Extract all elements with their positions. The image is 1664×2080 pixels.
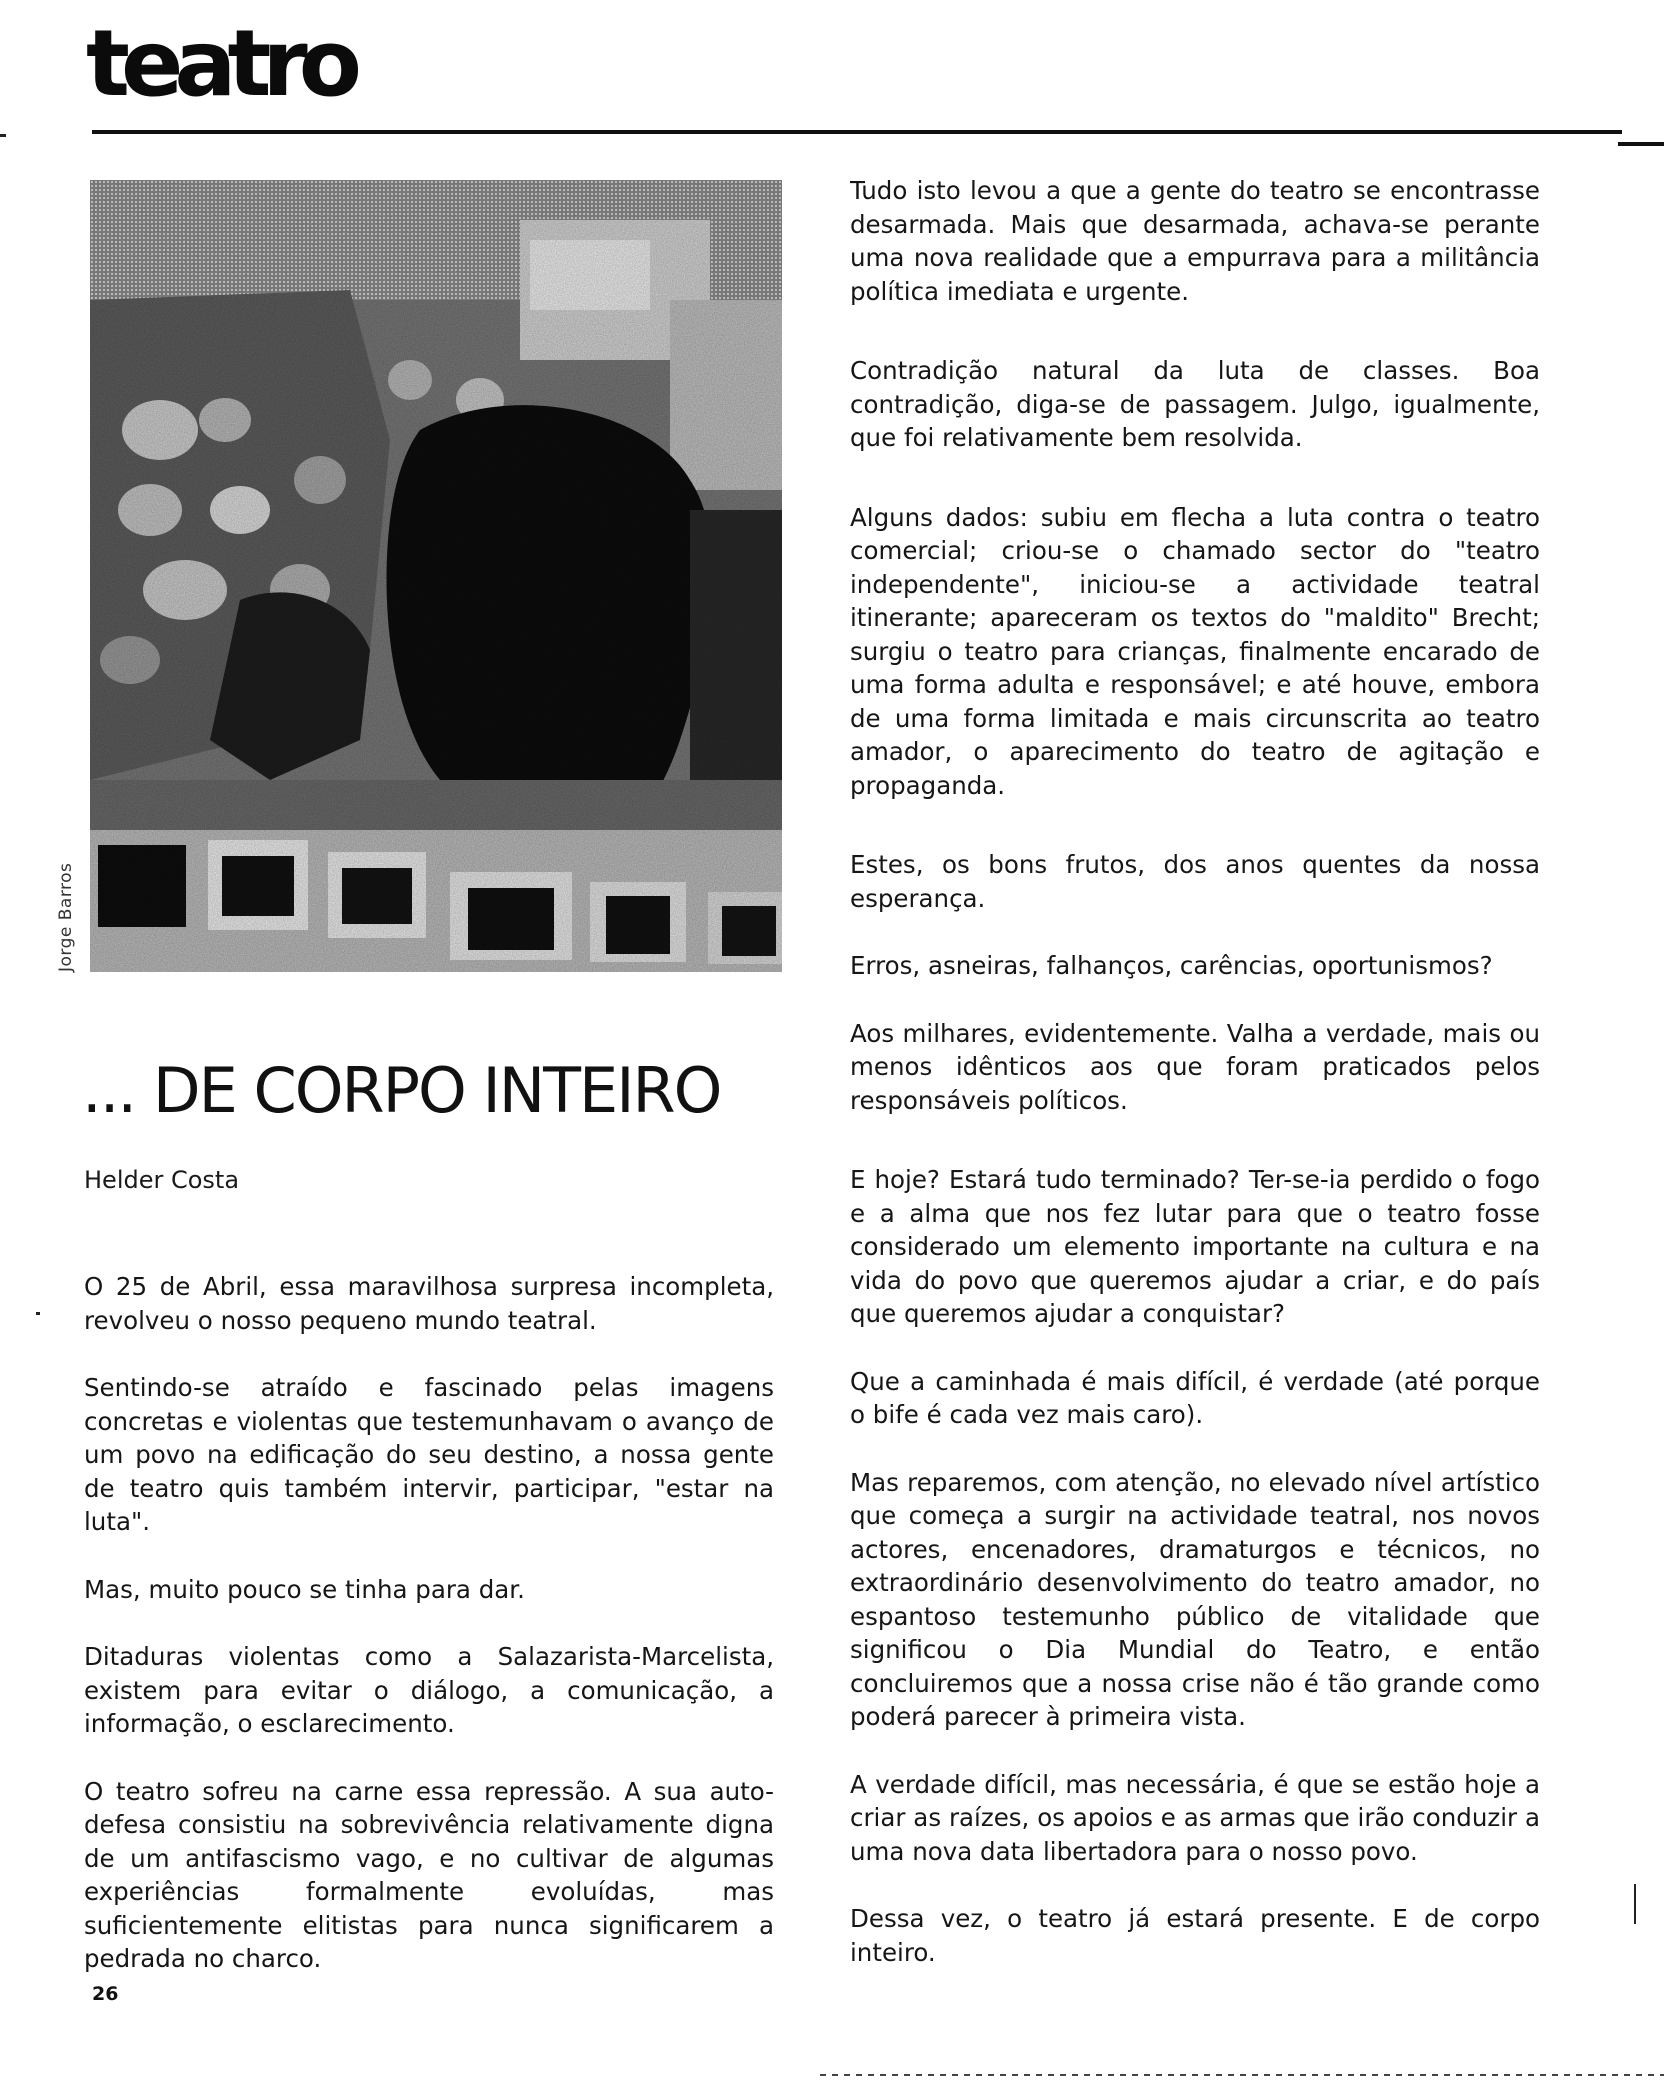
paragraph: E hoje? Estará tudo terminado? Ter-se-ia perdido o fogo e a alma que nos fez lutar para que o teatro fosse considerado um elemento importante na cultura e na vida do povo que queremos ajudar a criar, e do país que queremos ajudar a conquistar? <box>850 1165 1540 1328</box>
paragraph: Que a caminhada é mais difícil, é verdade (até porque o bife é cada vez mais caro). <box>850 1366 1540 1429</box>
paragraph: Contradição natural da luta de classes. Boa contradição, diga-se de passagem. Julgo, igualmente, que foi relativamente bem resolvida. <box>850 356 1540 452</box>
paragraph: A verdade difícil, mas necessária, é que se estão hoje a criar as raízes, os apoios e as armas que irão conduzir a uma nova data libertadora para o nosso povo. <box>850 1769 1540 1866</box>
article-author: Helder Costa <box>84 1166 240 1194</box>
article-photo <box>90 180 782 972</box>
paragraph: Mas, muito pouco se tinha para dar. <box>84 1574 525 1604</box>
scan-mark <box>0 134 6 137</box>
paragraph: O teatro sofreu na carne essa repressão. A sua auto-defesa consistiu na sobrevivência relativamente digna de um antifascismo vago, e no cultivar de algumas experiências formalmente evoluídas, mas suficientemente elitistas para nunca significarem a pedrada no charco. <box>84 1776 774 1973</box>
paragraph: Erros, asneiras, falhanços, carências, oportunismos? <box>850 951 1493 980</box>
header-rule <box>92 130 1622 134</box>
scan-edge <box>820 2074 1664 2076</box>
header-rule-tail <box>1618 142 1664 146</box>
article-title: ... DE CORPO INTEIRO <box>82 1054 721 1127</box>
paragraph: Tudo isto levou a que a gente do teatro se encontrasse desarmada. Mais que desarmada, achava-se perante uma nova realidade que a empurrava para a militância política imediata e urgente. <box>850 176 1540 306</box>
scan-mark <box>36 1312 40 1315</box>
left-column <box>84 1270 774 2010</box>
photo-credit: Jorge Barros <box>56 862 76 972</box>
paragraph: O 25 de Abril, essa maravilhosa surpresa incompleta, revolveu o nosso pequeno mundo teatral. <box>84 1272 774 1335</box>
paragraph: Alguns dados: subiu em flecha a luta contra o teatro comercial; criou-se o chamado sector do "teatro independente", iniciou-se a actividade teatral itinerante; apareceram os textos do "maldito" Brecht; surgiu o teatro para crianças, finalmente encarado de uma forma adulta e responsável; e até houve, embora de uma forma limitada e mais circunscrita ao teatro amador, o aparecimento do teatro de agitação e propaganda. <box>850 502 1540 800</box>
scan-mark <box>1634 1884 1636 1924</box>
paragraph: Sentindo-se atraído e fascinado pelas imagens concretas e violentas que testemunhavam o avanço de um povo na edificação do seu destino, a nossa gente de teatro quis também intervir, participar, "estar na luta". <box>84 1373 774 1536</box>
page-number: 26 <box>92 1983 119 2005</box>
paragraph: Aos milhares, evidentemente. Valha a verdade, mais ou menos idênticos aos que foram praticados pelos responsáveis políticos. <box>850 1018 1540 1115</box>
paragraph: Estes, os bons frutos, dos anos quentes da nossa esperança. <box>850 850 1540 913</box>
paragraph: Mas reparemos, com atenção, no elevado nível artístico que começa a surgir na actividade teatral, nos novos actores, encenadores, dramaturgos e técnicos, no extraordinário desenvolvimento do teatro amador, no espantoso testemunho público de vitalidade que significou o Dia Mundial do Teatro, e então concluiremos que a nossa crise não é tão grande como poderá parecer à primeira vista. <box>850 1467 1540 1731</box>
right-column <box>850 174 1540 2003</box>
section-title: teatro <box>86 10 354 117</box>
paragraph: Ditaduras violentas como a Salazarista-Marcelista, existem para evitar o diálogo, a comunicação, a informação, o esclarecimento. <box>84 1642 774 1738</box>
paragraph: Dessa vez, o teatro já estará presente. E de corpo inteiro. <box>850 1904 1540 1967</box>
